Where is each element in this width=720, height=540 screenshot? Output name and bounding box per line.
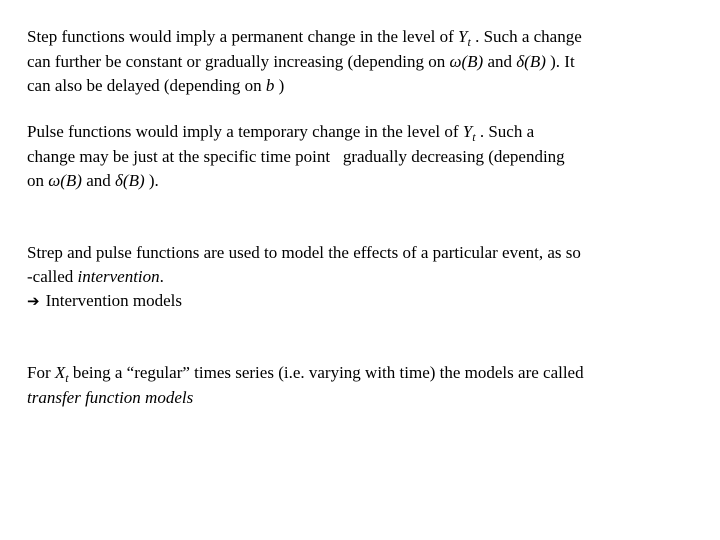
math-y: Y <box>458 27 468 46</box>
text: ) <box>274 76 285 95</box>
paragraph-intervention <box>27 241 697 313</box>
text: can also be delayed (depending on <box>27 76 266 95</box>
text: Step functions would imply a permanent change in the level of <box>27 27 459 46</box>
text: on <box>27 171 49 190</box>
math-x: X <box>54 363 66 382</box>
emphasis-intervention: intervention <box>77 267 160 286</box>
math-delta-b: δ(B) <box>516 52 546 71</box>
math-subscript-t: t <box>65 371 69 385</box>
math-omega-b: ω(B) <box>449 52 484 71</box>
text: Pulse functions would imply a temporary change in the level of <box>27 122 463 141</box>
text: -called <box>27 267 78 286</box>
text: . Such a change <box>470 27 582 46</box>
text-line: Strep and pulse functions are used to model the effects of a particular event, as so <box>27 243 581 262</box>
text: and <box>483 52 517 71</box>
emphasis-transfer-function-models: transfer function models <box>27 388 194 407</box>
paragraph-step-functions <box>27 25 697 98</box>
text: . <box>159 267 164 286</box>
paragraph-pulse-functions <box>27 120 697 193</box>
math-b: b <box>265 76 275 95</box>
text: . Such a <box>475 122 535 141</box>
text: can further be constant or gradually increasing (depending on <box>27 52 450 71</box>
text: and <box>81 171 116 190</box>
text-line <box>27 74 697 98</box>
text-line <box>27 25 697 50</box>
math-omega-b: ω(B) <box>48 171 82 190</box>
math-delta-b: δ(B) <box>115 171 145 190</box>
text-line <box>27 50 697 74</box>
text-line <box>27 289 697 313</box>
text-line <box>27 120 697 145</box>
text-line <box>27 361 697 386</box>
text: ). <box>144 171 159 190</box>
math-y: Y <box>462 122 473 141</box>
text: For <box>27 363 55 382</box>
math-subscript-t: t <box>467 35 471 49</box>
text: being a “regular” times series (i.e. varying with time) the models are called <box>68 363 584 382</box>
math-subscript-t: t <box>472 130 476 144</box>
text-line <box>27 169 697 193</box>
paragraph-transfer-function <box>27 361 697 410</box>
text: Intervention models <box>45 291 183 310</box>
text: ). It <box>545 52 575 71</box>
arrow-right-icon: ➔ <box>27 292 40 310</box>
text-line: change may be just at the specific time point gradually decreasing (depending <box>27 147 565 166</box>
text-line <box>27 265 697 289</box>
